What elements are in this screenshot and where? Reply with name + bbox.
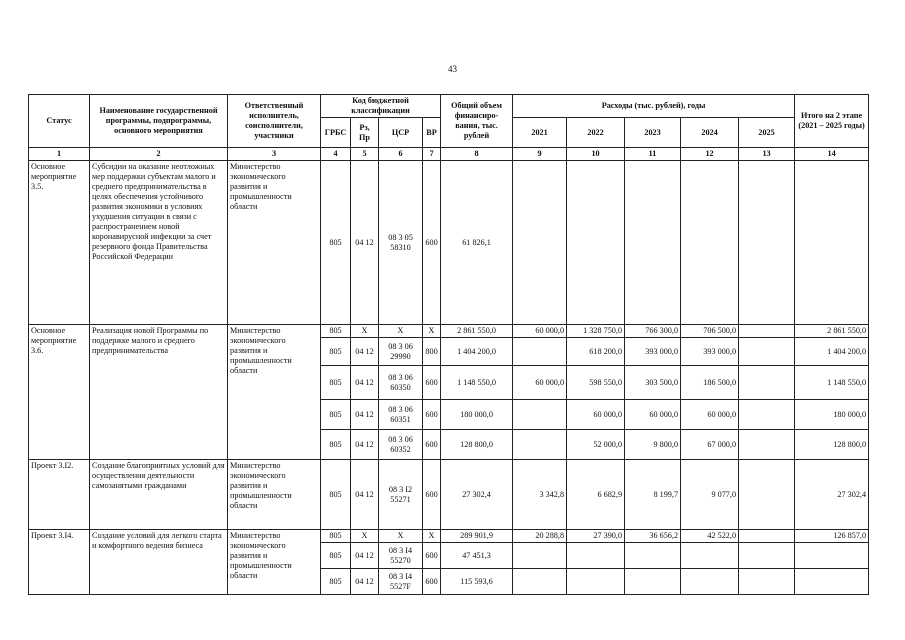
col-number: 2 xyxy=(90,148,228,161)
col-number: 12 xyxy=(681,148,739,161)
cell-2021 xyxy=(513,161,567,325)
cell-2022: 618 200,0 xyxy=(567,338,625,366)
cell-stage: 180 000,0 xyxy=(795,400,869,430)
cell-2023: 36 656,2 xyxy=(625,530,681,543)
col-number: 14 xyxy=(795,148,869,161)
cell-stage: 1 404 200,0 xyxy=(795,338,869,366)
cell-total: 115 593,6 xyxy=(441,569,513,595)
header-2024: 2024 xyxy=(681,118,739,148)
cell-vr: X xyxy=(423,325,441,338)
col-number: 10 xyxy=(567,148,625,161)
cell-stage: 1 148 550,0 xyxy=(795,366,869,400)
cell-2022: 52 000,0 xyxy=(567,430,625,460)
cell-csr: 08 3 I4 55270 xyxy=(379,543,423,569)
cell-grbs: 805 xyxy=(321,366,351,400)
cell-total: 1 404 200,0 xyxy=(441,338,513,366)
cell-csr: 08 3 I4 5527F xyxy=(379,569,423,595)
header-name: Наименование государственной программы, подпрограммы, основного мероприятия xyxy=(90,95,228,148)
cell-stage: 2 861 550,0 xyxy=(795,325,869,338)
cell-2024: 9 077,0 xyxy=(681,460,739,530)
cell-2021 xyxy=(513,543,567,569)
row-status: Основное мероприятие 3.5. xyxy=(29,161,90,325)
cell-2025 xyxy=(739,543,795,569)
cell-stage xyxy=(795,569,869,595)
cell-rzpr: X xyxy=(351,530,379,543)
cell-2021 xyxy=(513,338,567,366)
cell-vr: 600 xyxy=(423,366,441,400)
cell-2021 xyxy=(513,430,567,460)
col-number: 7 xyxy=(423,148,441,161)
cell-stage xyxy=(795,161,869,325)
cell-stage xyxy=(795,543,869,569)
cell-2024: 42 522,0 xyxy=(681,530,739,543)
cell-2024: 60 000,0 xyxy=(681,400,739,430)
cell-grbs: 805 xyxy=(321,460,351,530)
cell-2022: 598 550,0 xyxy=(567,366,625,400)
cell-total: 47 451,3 xyxy=(441,543,513,569)
cell-vr: 800 xyxy=(423,338,441,366)
header-2023: 2023 xyxy=(625,118,681,148)
cell-2023: 8 199,7 xyxy=(625,460,681,530)
cell-2025 xyxy=(739,569,795,595)
cell-vr: 600 xyxy=(423,569,441,595)
cell-csr: 08 3 06 60351 xyxy=(379,400,423,430)
cell-2021: 60 000,0 xyxy=(513,325,567,338)
cell-2025 xyxy=(739,338,795,366)
cell-2024 xyxy=(681,569,739,595)
cell-2021: 20 288,8 xyxy=(513,530,567,543)
cell-grbs: 805 xyxy=(321,161,351,325)
row-name: Реализация новой Программы по поддержке малого и среднего предпринимательства xyxy=(90,325,228,460)
cell-vr: 600 xyxy=(423,543,441,569)
cell-grbs: 805 xyxy=(321,400,351,430)
page-number: 43 xyxy=(448,64,457,74)
cell-2023: 766 300,0 xyxy=(625,325,681,338)
cell-grbs: 805 xyxy=(321,325,351,338)
row-status: Проект 3.I2. xyxy=(29,460,90,530)
col-number: 9 xyxy=(513,148,567,161)
cell-2021 xyxy=(513,569,567,595)
cell-total: 180 000,0 xyxy=(441,400,513,430)
cell-2022 xyxy=(567,543,625,569)
col-number: 4 xyxy=(321,148,351,161)
row-executor: Министерство экономического развития и промышленности области xyxy=(228,530,321,595)
header-csr: ЦСР xyxy=(379,118,423,148)
header-2021: 2021 xyxy=(513,118,567,148)
cell-rzpr: 04 12 xyxy=(351,161,379,325)
row-name: Субсидии на оказание неотложных мер поддержки субъектам малого и среднего предпринимательства в целях обеспечения устойчивого развития экономики в условиях ухудшения ситуации в связи с распространением новой коронавирусной инфекции за счет резервного фонда Правительства Российской Федерации xyxy=(90,161,228,325)
cell-2025 xyxy=(739,161,795,325)
row-executor: Министерство экономического развития и промышленности области xyxy=(228,325,321,460)
cell-2025 xyxy=(739,530,795,543)
cell-2023: 303 500,0 xyxy=(625,366,681,400)
cell-csr: 08 3 06 60352 xyxy=(379,430,423,460)
row-status: Проект 3.I4. xyxy=(29,530,90,595)
cell-rzpr: 04 12 xyxy=(351,338,379,366)
cell-2022: 60 000,0 xyxy=(567,400,625,430)
cell-2025 xyxy=(739,400,795,430)
cell-2022: 6 682,9 xyxy=(567,460,625,530)
col-number: 8 xyxy=(441,148,513,161)
header-total-funding: Общий объем финансиро-вания, тыс. рублей xyxy=(441,95,513,148)
cell-total: 2 861 550,0 xyxy=(441,325,513,338)
cell-rzpr: 04 12 xyxy=(351,569,379,595)
cell-total: 61 826,1 xyxy=(441,161,513,325)
cell-2025 xyxy=(739,325,795,338)
header-vr: ВР xyxy=(423,118,441,148)
cell-vr: 600 xyxy=(423,161,441,325)
cell-2024 xyxy=(681,161,739,325)
cell-grbs: 805 xyxy=(321,569,351,595)
cell-rzpr: X xyxy=(351,325,379,338)
cell-rzpr: 04 12 xyxy=(351,400,379,430)
cell-csr: X xyxy=(379,530,423,543)
cell-total: 1 148 550,0 xyxy=(441,366,513,400)
cell-2022 xyxy=(567,569,625,595)
header-status: Статус xyxy=(29,95,90,148)
row-executor: Министерство экономического развития и промышленности области xyxy=(228,161,321,325)
cell-2024: 706 500,0 xyxy=(681,325,739,338)
cell-total: 128 800,0 xyxy=(441,430,513,460)
row-executor: Министерство экономического развития и промышленности области xyxy=(228,460,321,530)
cell-vr: X xyxy=(423,530,441,543)
cell-2023 xyxy=(625,569,681,595)
cell-2021 xyxy=(513,400,567,430)
cell-2025 xyxy=(739,460,795,530)
cell-csr: 08 3 06 29990 xyxy=(379,338,423,366)
cell-csr: 08 3 05 58310 xyxy=(379,161,423,325)
budget-table xyxy=(28,94,869,595)
row-status: Основное мероприятие 3.6. xyxy=(29,325,90,460)
cell-2025 xyxy=(739,430,795,460)
cell-grbs: 805 xyxy=(321,543,351,569)
col-number: 3 xyxy=(228,148,321,161)
cell-csr: 08 3 06 60350 xyxy=(379,366,423,400)
cell-total: 289 901,9 xyxy=(441,530,513,543)
cell-2021: 60 000,0 xyxy=(513,366,567,400)
header-executor: Ответственный исполнитель, соисполнители, участники xyxy=(228,95,321,148)
cell-2024 xyxy=(681,543,739,569)
cell-csr: X xyxy=(379,325,423,338)
cell-total: 27 302,4 xyxy=(441,460,513,530)
row-name: Создание благоприятных условий для осуществления деятельности самозанятыми гражданами xyxy=(90,460,228,530)
cell-2024: 67 000,0 xyxy=(681,430,739,460)
cell-grbs: 805 xyxy=(321,530,351,543)
cell-2024: 393 000,0 xyxy=(681,338,739,366)
col-number: 13 xyxy=(739,148,795,161)
cell-rzpr: 04 12 xyxy=(351,430,379,460)
header-rzpr: Рз, Пр xyxy=(351,118,379,148)
col-number: 11 xyxy=(625,148,681,161)
cell-stage: 126 857,0 xyxy=(795,530,869,543)
header-2022: 2022 xyxy=(567,118,625,148)
cell-vr: 600 xyxy=(423,400,441,430)
header-grbs: ГРБС xyxy=(321,118,351,148)
cell-2022 xyxy=(567,161,625,325)
header-2025: 2025 xyxy=(739,118,795,148)
cell-stage: 27 302,4 xyxy=(795,460,869,530)
cell-rzpr: 04 12 xyxy=(351,366,379,400)
cell-rzpr: 04 12 xyxy=(351,460,379,530)
header-stage-total: Итого на 2 этапе (2021 – 2025 годы) xyxy=(795,95,869,148)
col-number: 1 xyxy=(29,148,90,161)
cell-2022: 1 328 750,0 xyxy=(567,325,625,338)
cell-csr: 08 3 I2 55271 xyxy=(379,460,423,530)
cell-stage: 128 800,0 xyxy=(795,430,869,460)
cell-2023: 9 800,0 xyxy=(625,430,681,460)
row-name: Создание условий для легкого старта и комфортного ведения бизнеса xyxy=(90,530,228,595)
cell-2021: 3 342,8 xyxy=(513,460,567,530)
cell-vr: 600 xyxy=(423,430,441,460)
col-number: 5 xyxy=(351,148,379,161)
cell-2023: 393 000,0 xyxy=(625,338,681,366)
header-budget-code: Код бюджетной классификации xyxy=(321,95,441,118)
cell-rzpr: 04 12 xyxy=(351,543,379,569)
cell-2025 xyxy=(739,366,795,400)
cell-2022: 27 390,0 xyxy=(567,530,625,543)
col-number: 6 xyxy=(379,148,423,161)
cell-2024: 186 500,0 xyxy=(681,366,739,400)
cell-2023 xyxy=(625,161,681,325)
cell-2023: 60 000,0 xyxy=(625,400,681,430)
cell-grbs: 805 xyxy=(321,338,351,366)
cell-vr: 600 xyxy=(423,460,441,530)
cell-2023 xyxy=(625,543,681,569)
cell-grbs: 805 xyxy=(321,430,351,460)
header-expenses: Расходы (тыс. рублей), годы xyxy=(513,95,795,118)
